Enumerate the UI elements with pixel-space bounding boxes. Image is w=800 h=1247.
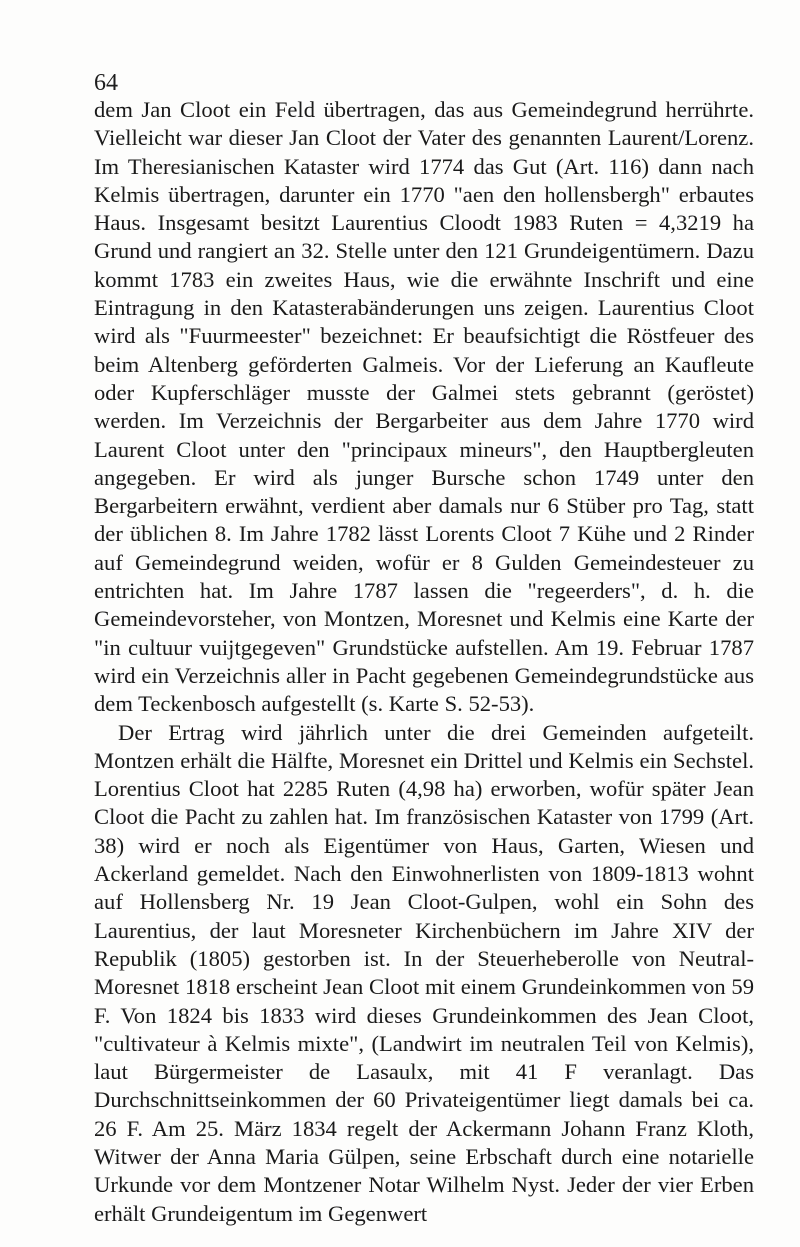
paragraph: dem Jan Cloot ein Feld übertragen, das aus Gemeindegrund herrührte. Vielleicht war dieser Jan Cloot der Vater des genannten Laurent/Lorenz. Im Theresianischen Kataster wird 1774 das Gut (Art. 116) dann nach Kelmis übertragen, darunter ein 1770 "aen den hollensbergh" erbautes Haus. Insgesamt besitzt Laurentius Cloodt 1983 Ruten = 4,3219 ha Grund und rangiert an 32. Stelle unter den 121 Grundeigentümern. Dazu kommt 1783 ein zweites Haus, wie die erwähnte Inschrift und eine Eintragung in den Katasterabänderungen uns zeigen. Laurentius Cloot wird als "Fuurmeester" bezeichnet: Er beaufsichtigt die Röstfeuer des beim Altenberg geförderten Galmeis. Vor der Lieferung an Kaufleute oder Kupferschläger musste der Galmei stets gebrannt (geröstet) werden. Im Verzeichnis der Bergarbeiter aus dem Jahre 1770 wird Laurent Cloot unter den "principaux mineurs", den Hauptbergleuten angegeben. Er wird als junger Bursche schon 1749 unter den Bergarbeitern erwähnt, verdient aber damals nur 6 Stüber pro Tag, statt der üblichen 8. Im Jahre 1782 lässt Lorents Cloot 7 Kühe und 2 Rinder auf Gemeindegrund weiden, wofür er 8 Gulden Gemeindesteuer zu entrichten hat. Im Jahre 1787 lassen die "regeerders", d. h. die Gemeindevorsteher, von Montzen, Moresnet und Kelmis eine Karte der "in cultuur vuijtgegeven" Grundstücke aufstellen. Am 19. Februar 1787 wird ein Verzeichnis aller in Pacht gegebenen Gemeindegrundstücke aus dem Teckenbosch aufgestellt (s. Karte S. 52-53). (94, 97, 754, 717)
page-number: 64 (94, 70, 118, 96)
body-text (94, 96, 754, 1228)
paragraph: Der Ertrag wird jährlich unter die drei Gemeinden aufgeteilt. Montzen erhält die Hälfte, Moresnet ein Drittel und Kelmis ein Sechstel. Lorentius Cloot hat 2285 Ruten (4,98 ha) erworben, wofür später Jean Cloot die Pacht zu zahlen hat. Im französischen Kataster von 1799 (Art. 38) wird er noch als Eigentümer von Haus, Garten, Wiesen und Ackerland gemeldet. Nach den Einwohnerlisten von 1809-1813 wohnt auf Hollensberg Nr. 19 Jean Cloot-Gulpen, wohl ein Sohn des Laurentius, der laut Moresneter Kirchenbüchern im Jahre XIV der Republik (1805) gestorben ist. In der Steuerheberolle von Neutral-Moresnet 1818 erscheint Jean Cloot mit einem Grundeinkommen von 59 F. Von 1824 bis 1833 wird dieses Grundeinkommen des Jean Cloot, "cultivateur à Kelmis mixte", (Landwirt im neutralen Teil von Kelmis), laut Bürgermeister de Lasaulx, mit 41 F veranlagt. Das Durchschnittseinkommen der 60 Privateigentümer liegt damals bei ca. 26 F. Am 25. März 1834 regelt der Ackermann Johann Franz Kloth, Witwer der Anna Maria Gülpen, seine Erbschaft durch eine notarielle Urkunde vor dem Montzener Notar Wilhelm Nyst. Jeder der vier Erben erhält Grundeigentum im Gegenwert (94, 719, 754, 1226)
